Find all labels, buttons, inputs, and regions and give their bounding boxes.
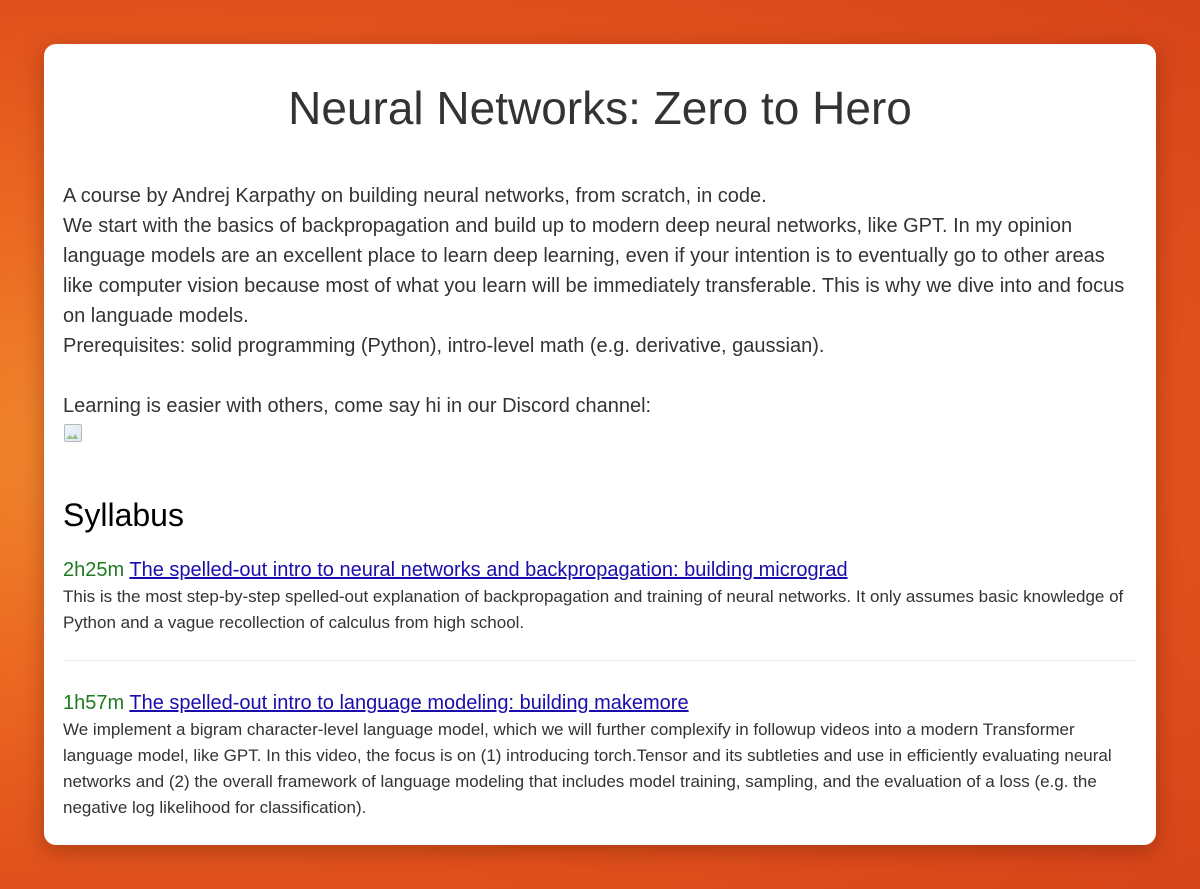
intro-line-prerequisites: Prerequisites: solid programming (Python), intro-level math (e.g. derivative, gaussian). bbox=[63, 335, 825, 357]
discord-invite-text: Learning is easier with others, come say hi in our Discord channel: bbox=[63, 395, 652, 417]
lecture-description: This is the most step-by-step spelled-out explanation of backpropagation and training of neural networks. It only assumes basic knowledge of Python and a vague recollection of calculus from high school. bbox=[63, 587, 1124, 632]
lecture-header bbox=[63, 689, 1137, 717]
lecture-title-link[interactable]: The spelled-out intro to neural networks and backpropagation: building micrograd bbox=[129, 559, 848, 581]
broken-image-icon[interactable] bbox=[63, 423, 83, 443]
lecture-title-link[interactable]: The spelled-out intro to language modeling: building makemore bbox=[129, 692, 689, 714]
lecture-duration: 1h57m bbox=[63, 692, 125, 714]
lecture-item bbox=[63, 556, 1137, 636]
intro-line-overview: We start with the basics of backpropagation and build up to modern deep neural networks, like GPT. In my opinion language models are an excellent place to learn deep learning, even if your intention is to eventually go to other areas like computer vision because most of what you learn will be immediately transferable. This is why we dive into and focus on languade models. bbox=[63, 215, 1125, 327]
broken-image-frame bbox=[64, 424, 82, 442]
intro-line-author: A course by Andrej Karpathy on building neural networks, from scratch, in code. bbox=[63, 185, 767, 207]
lecture-header bbox=[63, 556, 1137, 584]
page-card bbox=[44, 44, 1156, 845]
intro-spacer bbox=[63, 361, 1137, 391]
syllabus-heading: Syllabus bbox=[63, 497, 184, 533]
lecture-item bbox=[63, 689, 1137, 821]
page-content bbox=[44, 82, 1156, 821]
lecture-duration: 2h25m bbox=[63, 559, 125, 581]
page-title: Neural Networks: Zero to Hero bbox=[288, 82, 912, 134]
course-intro bbox=[63, 181, 1137, 452]
lecture-description: We implement a bigram character-level language model, which we will further complexify in followup videos into a modern Transformer language model, like GPT. In this video, the focus is on (1) introducing torch.Tensor and its subtleties and use in efficiently evaluating neural networks and (2) the overall framework of language modeling that includes model training, sampling, and the evaluation of a loss (e.g. the negative log likelihood for classification). bbox=[63, 720, 1112, 817]
lecture-divider bbox=[63, 660, 1137, 661]
